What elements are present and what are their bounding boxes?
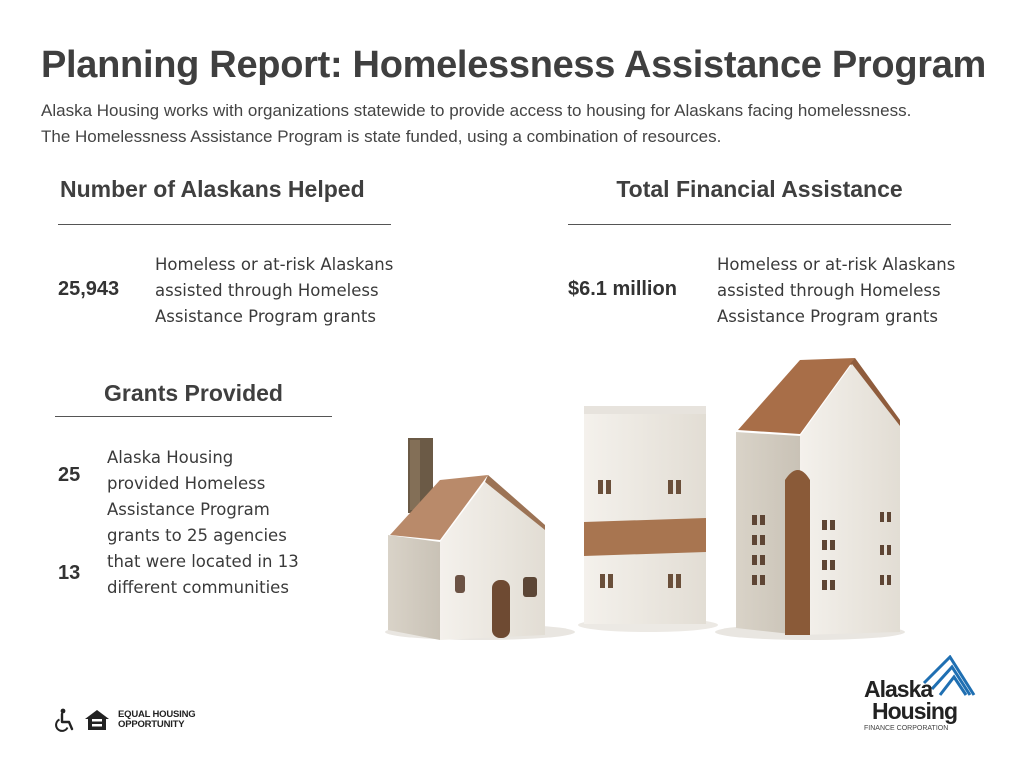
small-house-shape	[388, 438, 545, 640]
financial-heading: Total Financial Assistance	[616, 176, 903, 202]
grants-heading: Grants Provided	[104, 380, 283, 406]
logo-text-housing: Housing	[872, 698, 957, 724]
helped-value: 25,943	[58, 278, 120, 300]
footer-badges	[54, 708, 195, 732]
intro-line: The Homelessness Assistance Program is state funded, using a combination of resources.	[41, 127, 722, 146]
wheelchair-icon	[54, 708, 76, 732]
desc-line: grants to 25 agencies	[107, 526, 287, 545]
grants-divider	[55, 416, 332, 417]
desc-line: Homeless or at-risk Alaskans	[717, 255, 956, 274]
equal-housing-house-icon	[84, 709, 110, 731]
alaska-housing-logo	[862, 655, 982, 735]
tall-house-shape	[736, 358, 900, 635]
equal-housing-line: EQUAL HOUSING	[118, 709, 196, 720]
desc-line: Assistance Program grants	[155, 307, 376, 326]
financial-description	[717, 252, 1007, 330]
helped-heading: Number of Alaskans Helped	[60, 176, 365, 202]
financial-value: $6.1 million	[568, 278, 677, 300]
helped-description	[155, 252, 435, 330]
grants-count: 25	[58, 464, 81, 486]
middle-house-shape	[584, 406, 706, 624]
desc-line: assisted through Homeless	[717, 281, 941, 300]
desc-line: Alaska Housing	[107, 448, 234, 467]
logo-text-finance: FINANCE CORPORATION	[864, 725, 949, 732]
equal-housing-text	[118, 710, 195, 730]
financial-divider	[568, 224, 951, 225]
page-title: Planning Report: Homelessness Assistance Program	[41, 44, 987, 86]
desc-line: Assistance Program grants	[717, 307, 938, 326]
desc-line: Assistance Program	[107, 500, 270, 519]
desc-line: Homeless or at-risk Alaskans	[155, 255, 394, 274]
desc-line: assisted through Homeless	[155, 281, 379, 300]
helped-divider	[58, 224, 391, 225]
grants-description	[107, 445, 337, 601]
desc-line: that were located in 13	[107, 552, 299, 571]
logo-text-alaska: Alaska	[864, 676, 933, 702]
desc-line: provided Homeless	[107, 474, 266, 493]
intro-text	[41, 98, 1011, 150]
desc-line: different communities	[107, 578, 289, 597]
intro-line: Alaska Housing works with organizations statewide to provide access to housing for Alaskans facing homelessness.	[41, 101, 912, 120]
three-wooden-houses-image	[380, 350, 920, 650]
equal-housing-line: OPPORTUNITY	[118, 719, 185, 730]
communities-count: 13	[58, 562, 81, 584]
